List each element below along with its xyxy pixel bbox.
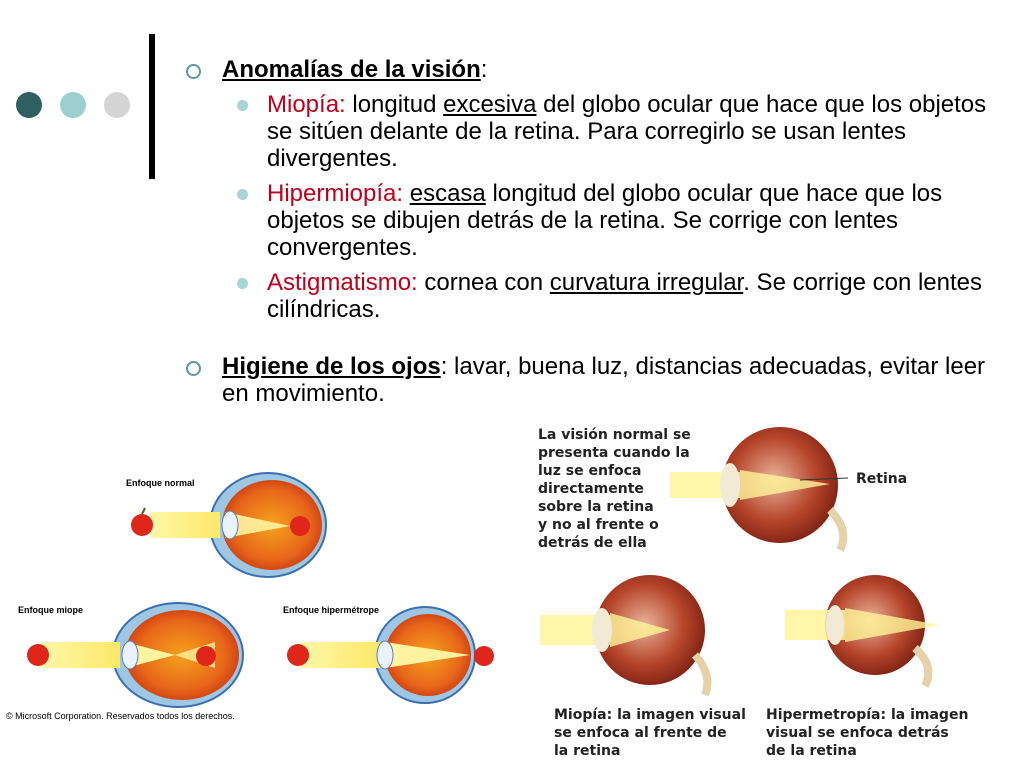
heading-anomalias: Anomalías de la visión bbox=[222, 56, 481, 83]
term-hipermiopia: Hipermiopía: bbox=[267, 180, 404, 207]
underlined-word: excesiva bbox=[443, 91, 537, 118]
eye-hipermetrope bbox=[287, 607, 494, 703]
label-enfoque-miope: Enfoque miope bbox=[18, 605, 83, 615]
ring-bullet-icon bbox=[186, 64, 201, 79]
photo-eye-hipermetropia bbox=[785, 575, 940, 686]
decorative-dots bbox=[16, 92, 136, 122]
label-enfoque-normal: Enfoque normal bbox=[126, 478, 195, 488]
underlined-word: escasa bbox=[409, 180, 486, 207]
term-astigmatismo: Astigmatismo: bbox=[267, 269, 418, 296]
bullet-higiene: Higiene de los ojos: lavar, buena luz, distancias adecuadas, evitar leer en movimiento. bbox=[182, 353, 1002, 407]
dot-gray bbox=[104, 92, 130, 118]
copyright-text: © Microsoft Corporation. Reservados todos los derechos. bbox=[6, 711, 235, 721]
vision-photo-diagram bbox=[530, 420, 1020, 765]
item-hipermiopia: Hipermiopía: escasa longitud del globo ocular que hace que los objetos se dibujen detrás de la retina. Se corrige con lentes convergentes. bbox=[182, 180, 1002, 261]
item-miopia: Miopía: longitud excesiva del globo ocular que hace que los objetos se sitúen delante de la retina. Para corregirlo se usan lentes divergentes. bbox=[182, 91, 1002, 172]
eye-miope bbox=[27, 603, 243, 707]
normal-vision-caption: La visión normal se presenta cuando la luz se enfoca directamente sobre la retina y no al frente o detrás de ella bbox=[538, 427, 691, 551]
dot-bullet-icon bbox=[237, 189, 248, 200]
dot-bullet-icon bbox=[237, 100, 248, 111]
dot-dark bbox=[16, 92, 42, 118]
underlined-word: curvatura irregular bbox=[549, 269, 744, 296]
vertical-divider bbox=[149, 34, 155, 179]
term-miopia: Miopía: bbox=[267, 91, 346, 118]
heading-higiene: Higiene de los ojos bbox=[222, 353, 441, 380]
dot-bullet-icon bbox=[237, 278, 248, 289]
photo-eye-normal bbox=[670, 427, 848, 550]
label-enfoque-hipermetrope: Enfoque hipermétrope bbox=[283, 605, 380, 615]
slide-content bbox=[182, 56, 1002, 415]
dot-teal bbox=[60, 92, 86, 118]
ring-bullet-icon bbox=[186, 361, 201, 376]
eye-focus-diagram-svg bbox=[0, 460, 520, 730]
hipermetropia-caption: Hipermetropía: la imagen visual se enfoca detrás de la retina bbox=[766, 707, 969, 759]
photo-eye-miopia bbox=[540, 575, 707, 695]
eye-normal bbox=[131, 473, 326, 577]
bullet-anomalias: Anomalías de la visión: bbox=[182, 56, 1002, 83]
eye-focus-diagram bbox=[0, 460, 520, 730]
item-astigmatismo: Astigmatismo: cornea con curvatura irregular. Se corrige con lentes cilíndricas. bbox=[182, 269, 1002, 323]
retina-label: Retina bbox=[856, 471, 908, 487]
miopia-caption: Miopía: la imagen visual se enfoca al frente de la retina bbox=[554, 707, 746, 759]
